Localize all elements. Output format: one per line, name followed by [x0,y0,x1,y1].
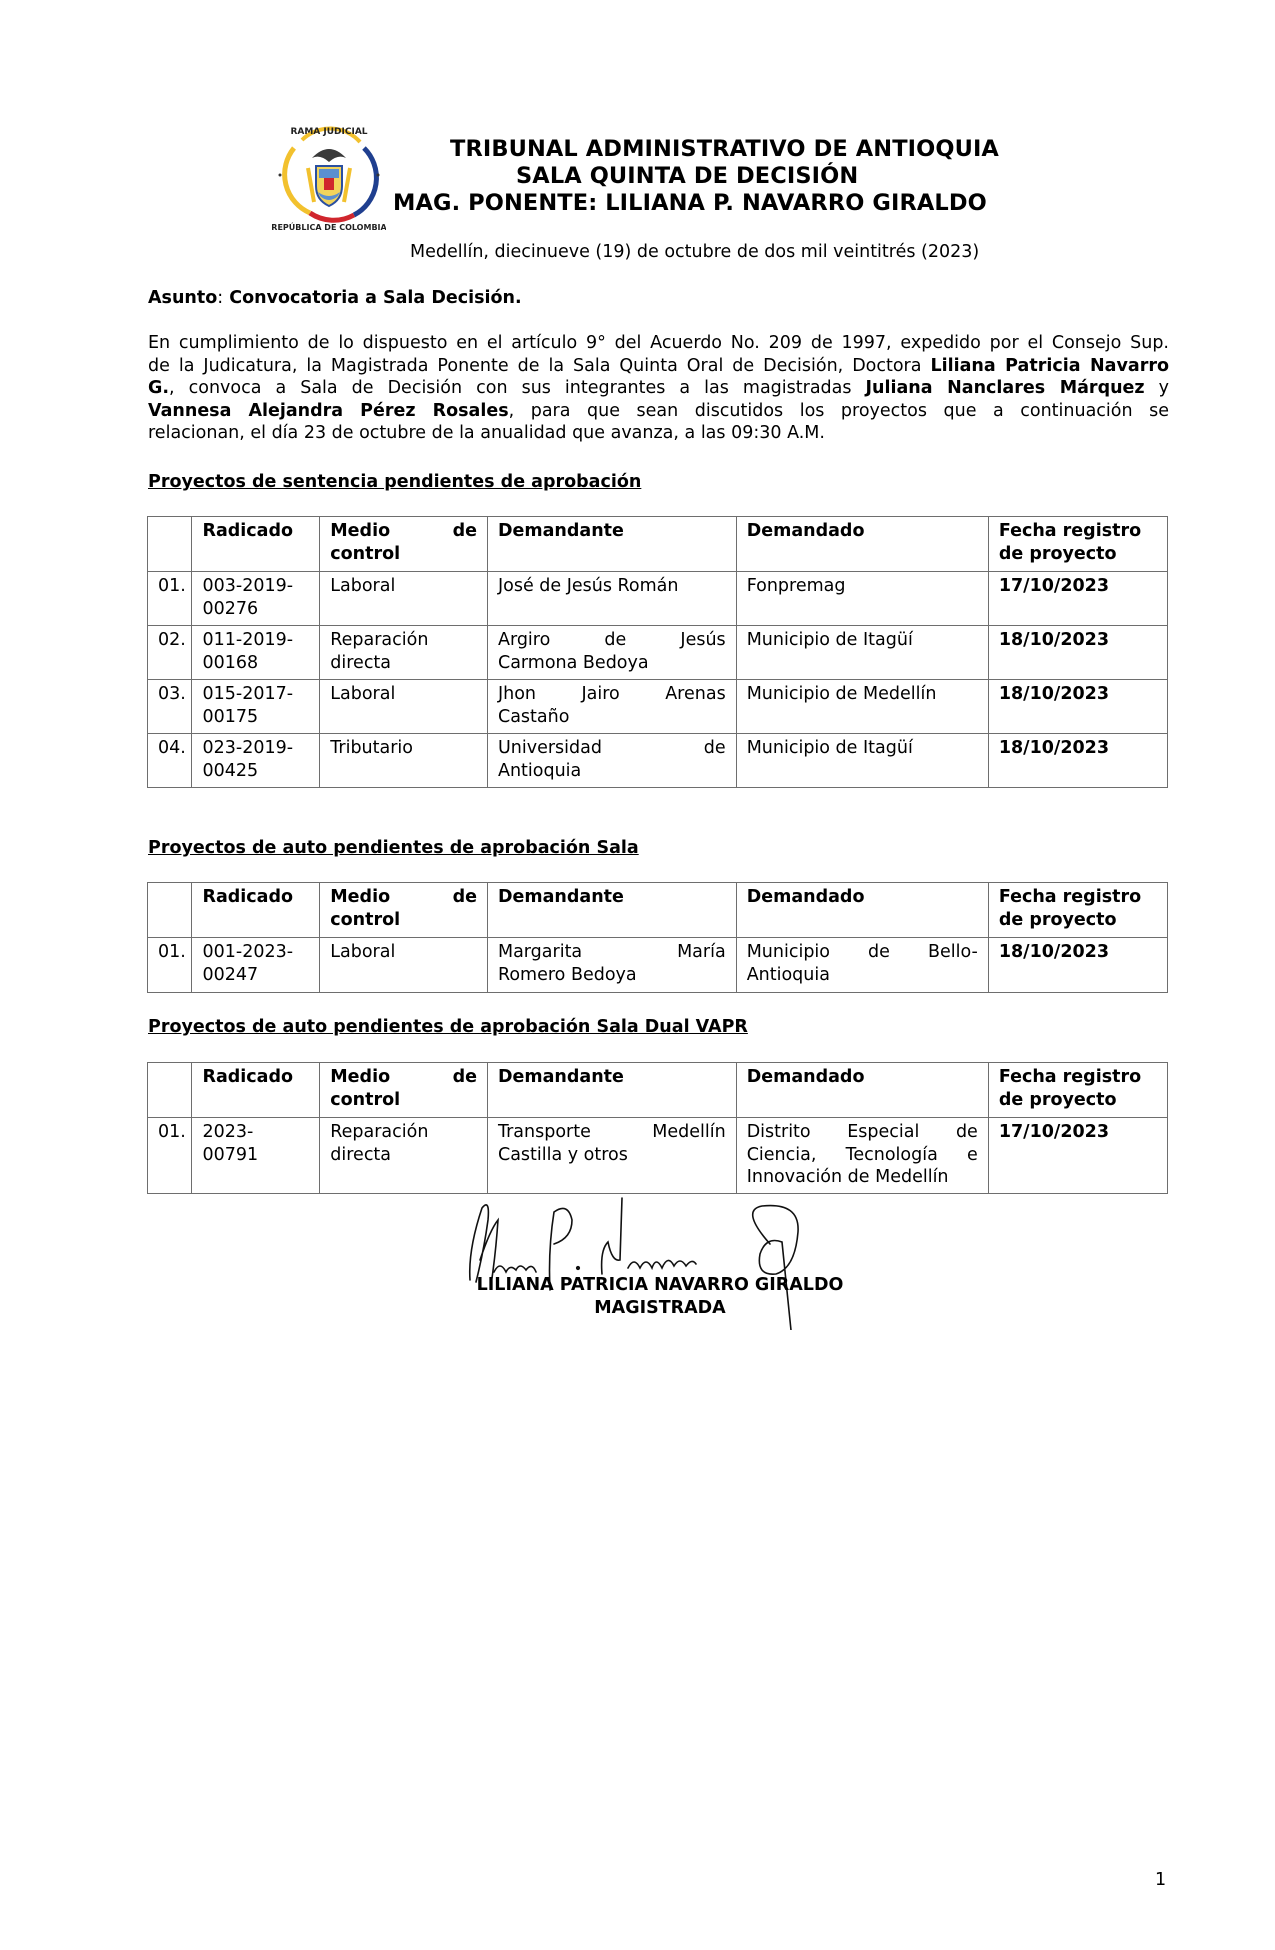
section-title-sentencias: Proyectos de sentencia pendientes de aprobación [148,472,642,492]
document-date: Medellín, diecinueve (19) de octubre de dos mil veintitrés (2023) [410,242,980,262]
signer-title: MAGISTRADA [594,1297,726,1318]
col-demandado: Demandado [736,1063,988,1118]
col-medio: Medio de control [320,883,488,938]
subject-colon: : [217,288,224,308]
paragraph-line: G., convoca a Sala de Decisión con sus integrantes a las magistradas Juliana Nanclares Márquez y [148,378,1169,399]
col-medio: Medio de control [320,517,488,572]
table-header-row [148,517,1168,572]
col-radicado: Radicado [192,883,320,938]
col-demandante: Demandante [487,1063,736,1118]
col-radicado: Radicado [192,517,320,572]
signature-block [450,1274,870,1319]
subject-line [148,288,522,308]
col-demandado: Demandado [736,883,988,938]
autos-sala-table [147,882,1168,993]
chamber-name: SALA QUINTA DE DECISIÓN [516,163,859,189]
paragraph-line: relacionan, el día 23 de octubre de la anualidad que avanza, a las 09:30 A.M. [148,423,825,444]
paragraph-line: de la Judicatura, la Magistrada Ponente de la Sala Quinta Oral de Decisión, Doctora Liliana Patricia Navarro [148,355,1169,376]
col-num [148,517,192,572]
section-title-autos-sala-dual: Proyectos de auto pendientes de aprobación Sala Dual VAPR [148,1017,748,1037]
section-title-autos-sala: Proyectos de auto pendientes de aprobación Sala [148,838,639,858]
table-row: 02. 011-2019- 00168 Reparación directa Argiro de Jesús Carmona Bedoya Municipio de Itagüí 18/10/2023 [148,626,1168,680]
sentencias-table [147,516,1168,788]
table-row: 01. 001-2023- 00247 Laboral Margarita María Romero Bedoya Municipio de Bello- Antioquia 18/10/2023 [148,938,1168,993]
col-fecha: Fecha registro de proyecto [988,1063,1167,1118]
col-medio: Medio de control [320,1063,488,1118]
magistrate-name: Liliana Patricia Navarro [930,355,1169,376]
svg-text:REPÚBLICA DE COLOMBIA: REPÚBLICA DE COLOMBIA [272,223,386,232]
table-header-row [148,883,1168,938]
table-row: 01. 003-2019- 00276 Laboral José de Jesús Román Fonpremag 17/10/2023 [148,572,1168,626]
magistrate-name: Juliana Nanclares Márquez [865,378,1145,399]
convocation-paragraph [148,332,1169,445]
autos-sala-dual-table [147,1062,1168,1194]
table-row: 03. 015-2017- 00175 Laboral Jhon Jairo Arenas Castaño Municipio de Medellín 18/10/2023 [148,680,1168,734]
col-demandado: Demandado [736,517,988,572]
page-number: 1 [1155,1870,1167,1890]
presiding-magistrate: MAG. PONENTE: LILIANA P. NAVARRO GIRALDO [393,190,987,216]
col-demandante: Demandante [487,517,736,572]
magistrate-name: Vannesa Alejandra Pérez Rosales [148,400,509,421]
col-radicado: Radicado [192,1063,320,1118]
table-header-row [148,1063,1168,1118]
table-row: 04. 023-2019- 00425 Tributario Universidad de Antioquia Municipio de Itagüí 18/10/2023 [148,734,1168,788]
subject-text: Convocatoria a Sala Decisión. [223,288,522,308]
paragraph-line: Vannesa Alejandra Pérez Rosales, para que sean discutidos los proyectos que a continuación se [148,400,1170,421]
table-row: 01. 2023- 00791 Reparación directa Transporte Medellín Castilla y otros Distrito Especial de Ciencia, Tecnología e Innovación de Medellín 17/10/2023 [148,1118,1168,1194]
rama-judicial-logo [272,118,386,232]
paragraph-line: En cumplimiento de lo dispuesto en el artículo 9° del Acuerdo No. 209 de 1997, expedido por el Consejo Sup. [148,333,1169,353]
court-name: TRIBUNAL ADMINISTRATIVO DE ANTIOQUIA [450,136,999,162]
subject-label: Asunto [148,288,218,308]
coat-of-arms-icon [272,118,386,232]
signer-name: LILIANA PATRICIA NAVARRO GIRALDO [476,1275,844,1295]
col-fecha: Fecha registro de proyecto [988,883,1167,938]
col-demandante: Demandante [487,883,736,938]
svg-text:RAMA JUDICIAL: RAMA JUDICIAL [290,127,368,137]
col-fecha: Fecha registro de proyecto [988,517,1167,572]
